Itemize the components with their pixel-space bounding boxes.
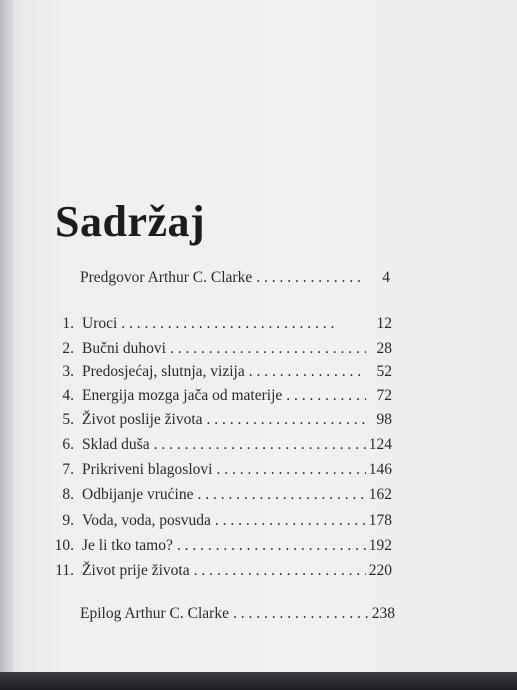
preface-page: 4 [382,269,390,286]
bleed-through-shadow [250,196,400,256]
preface-entry [80,269,390,287]
chapter-number: 11. [55,562,74,579]
chapter-entry [52,562,392,580]
chapter-title: Energija mozga jača od materije [82,387,283,404]
book-cover-edge [0,672,517,690]
epilogue-title: Epilog Arthur C. Clarke [80,605,229,622]
chapter-page: 220 [368,562,392,579]
chapter-number: 7. [62,461,74,478]
page-gutter [0,0,14,675]
leader-dots [173,537,366,555]
chapter-title: Voda, voda, posvuda [82,512,211,529]
chapter-page: 52 [376,363,392,380]
chapter-title: Predosjećaj, slutnja, vizija [82,363,245,380]
leader-dots [166,340,366,358]
chapter-title: Život prije života [82,562,190,579]
chapter-number: 1. [62,315,74,332]
leader-dots [150,436,366,454]
chapter-entry [52,315,392,333]
chapter-title: Odbijanje vrućine [82,486,194,503]
chapter-number: 8. [62,486,74,503]
contents-heading: Sadržaj [55,197,206,246]
chapter-number: 2. [62,340,74,357]
chapter-title: Život poslije života [82,411,203,428]
chapter-entry [52,363,392,381]
epilogue-page: 238 [371,605,395,622]
chapter-entry [52,411,392,429]
chapter-title: Prikriveni blagoslovi [82,461,213,478]
chapter-page: 98 [376,411,392,428]
chapter-title: Sklad duša [82,436,150,453]
leader-dots [212,461,366,479]
chapter-page: 162 [368,486,392,503]
leader-dots [193,486,366,504]
leader-dots [203,411,366,429]
chapter-number: 3. [62,363,74,380]
chapter-number: 6. [62,436,74,453]
leader-dots [245,363,366,381]
preface-title: Predgovor Arthur C. Clarke [80,269,253,286]
chapter-number: 10. [54,537,74,554]
chapter-entry [52,387,392,405]
chapter-title: Uroci [82,315,118,332]
chapter-page: 178 [368,512,392,529]
leader-dots [190,562,366,580]
chapter-page: 12 [376,315,392,332]
chapter-page: 192 [368,537,392,554]
chapter-entry [52,537,392,555]
epilogue-entry [80,605,395,623]
chapter-number: 5. [62,411,74,428]
chapter-entry [52,436,392,454]
leader-dots [252,269,364,287]
chapter-title: Bučni duhovi [82,340,166,357]
chapter-entry [52,486,392,504]
chapter-number: 4. [62,387,74,404]
chapter-number: 9. [62,512,74,529]
chapter-page: 72 [376,387,392,404]
chapter-entry [52,512,392,530]
chapter-page: 28 [376,340,392,357]
chapter-page: 146 [368,461,392,478]
chapter-entry [52,340,392,358]
chapter-title: Je li tko tamo? [82,537,173,554]
leader-dots [117,315,366,333]
leader-dots [211,512,366,530]
leader-dots [229,605,369,623]
leader-dots [282,387,366,405]
chapter-page: 124 [368,436,392,453]
chapter-entry [52,461,392,479]
